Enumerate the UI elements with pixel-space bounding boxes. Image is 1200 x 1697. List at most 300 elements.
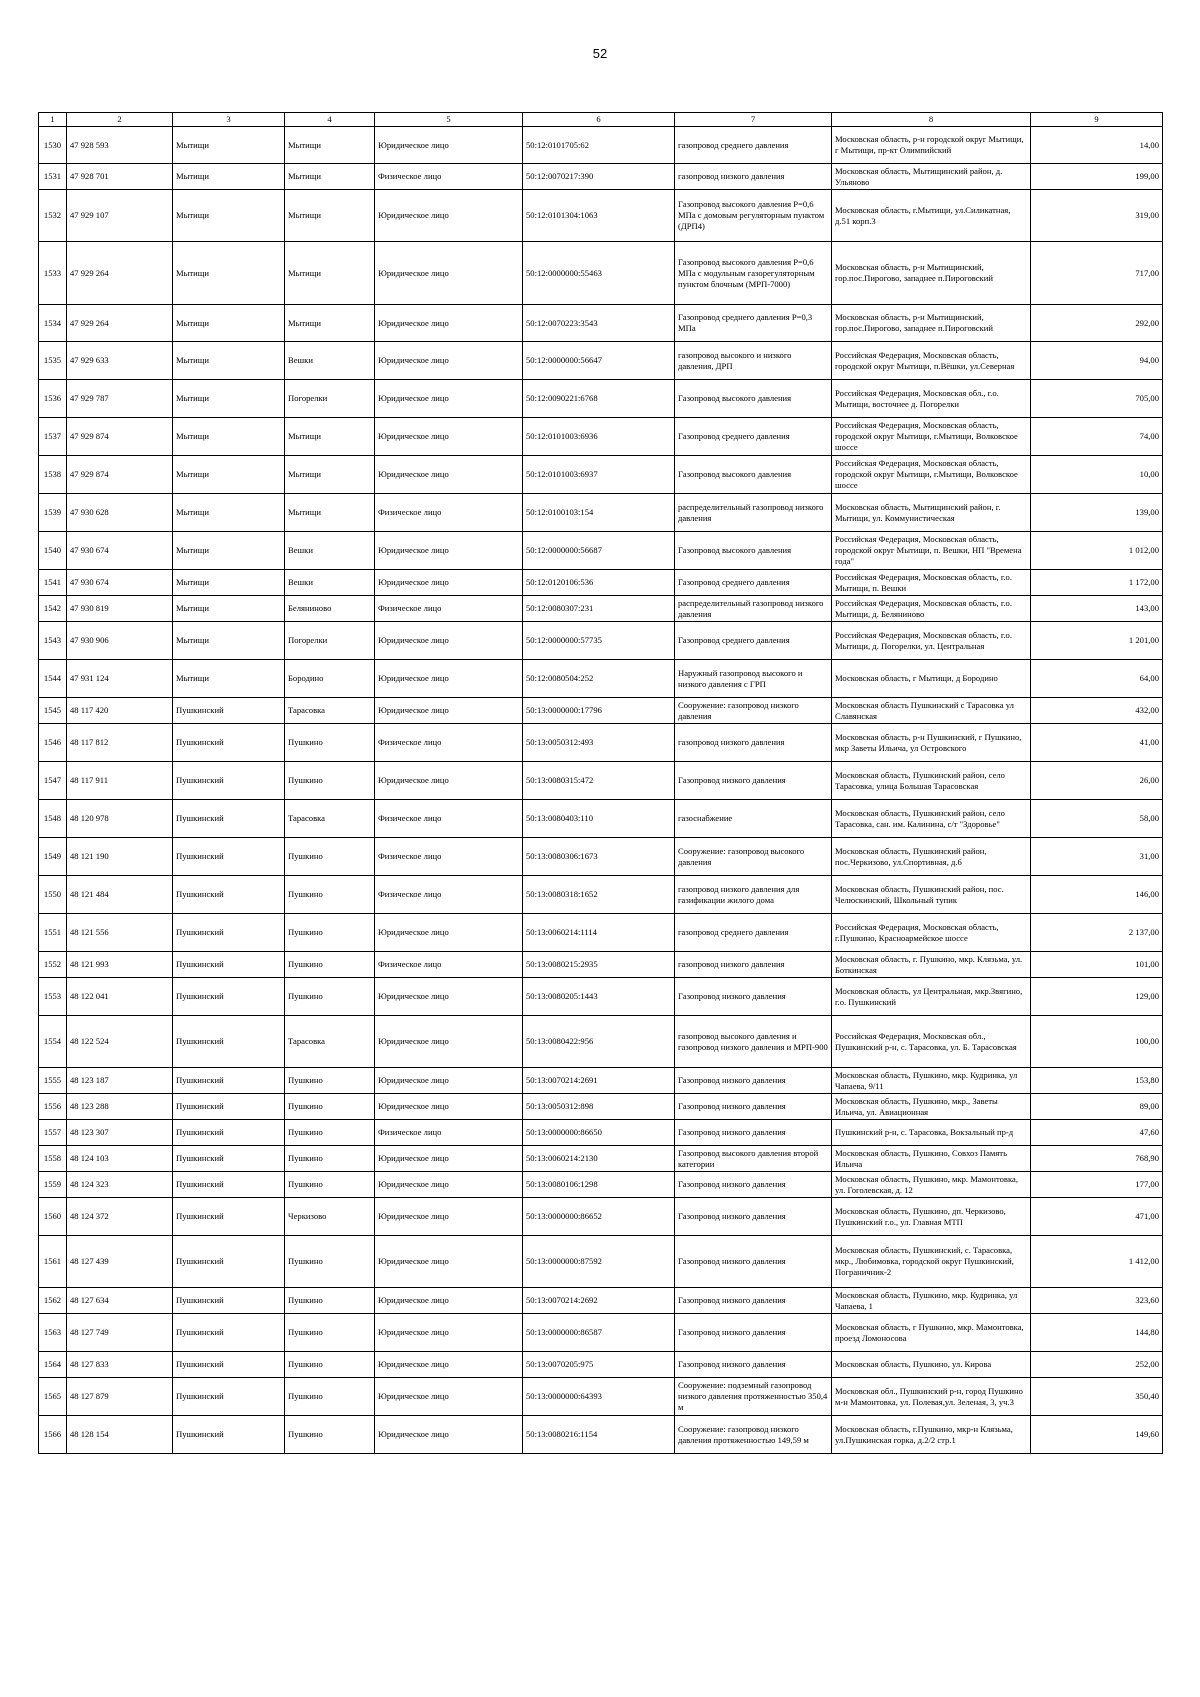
locality-cell: Погорелки: [285, 622, 375, 660]
cadastral-number-cell: 50:12:0101003:6936: [523, 418, 675, 456]
row-number: 1563: [39, 1314, 67, 1352]
row-number: 1565: [39, 1378, 67, 1416]
address-cell: Московская область, ул Центральная, мкр.Звягино, г.о. Пушкинский: [832, 978, 1031, 1016]
address-cell: Российская Федерация, Московская область, г.о. Мытищи, д. Беляниново: [832, 596, 1031, 622]
table-row: [39, 190, 1163, 242]
district-cell: Пушкинский: [173, 800, 285, 838]
address-cell: Российская Федерация, Московская область, городской округ Мытищи, г.Мытищи, Волковское шоссе: [832, 418, 1031, 456]
registry-table: [38, 112, 1163, 1454]
cadastral-number-cell: 50:12:0101304:1063: [523, 190, 675, 242]
object-name-cell: Газопровод низкого давления: [675, 1236, 832, 1288]
object-name-cell: Газопровод среднего давления: [675, 418, 832, 456]
table-row: [39, 762, 1163, 800]
length-value-cell: 74,00: [1031, 418, 1163, 456]
address-cell: Московская область, Пушкинский, с. Тарасовка, мкр., Любимовка, городской округ Пушкинский, Пограничник-2: [832, 1236, 1031, 1288]
cadastral-number-cell: 50:13:0080422:956: [523, 1016, 675, 1068]
length-value-cell: 768,90: [1031, 1146, 1163, 1172]
object-name-cell: Газопровод высокого давления Р=0,6 МПа с домовым регуляторным пунктом (ДРП4): [675, 190, 832, 242]
cadastral-number-cell: 50:13:0080318:1652: [523, 876, 675, 914]
object-name-cell: Газопровод низкого давления: [675, 1068, 832, 1094]
cadastral-number-cell: 50:12:0000000:56687: [523, 532, 675, 570]
locality-cell: Пушкино: [285, 1094, 375, 1120]
column-header: 5: [375, 113, 523, 127]
length-value-cell: 146,00: [1031, 876, 1163, 914]
code-cell: 48 120 978: [67, 800, 173, 838]
length-value-cell: 139,00: [1031, 494, 1163, 532]
code-cell: 47 929 874: [67, 418, 173, 456]
locality-cell: Пушкино: [285, 724, 375, 762]
owner-type-cell: Юридическое лицо: [375, 1352, 523, 1378]
length-value-cell: 31,00: [1031, 838, 1163, 876]
table-row: [39, 1120, 1163, 1146]
row-number: 1533: [39, 242, 67, 305]
length-value-cell: 705,00: [1031, 380, 1163, 418]
row-number: 1536: [39, 380, 67, 418]
code-cell: 48 127 634: [67, 1288, 173, 1314]
address-cell: Московская область, Пушкинский район, пос.Черкизово, ул.Спортивная, д.6: [832, 838, 1031, 876]
locality-cell: Пушкино: [285, 1236, 375, 1288]
address-cell: Московская область, Пушкино, Совхоз Память Ильича: [832, 1146, 1031, 1172]
district-cell: Пушкинский: [173, 1352, 285, 1378]
district-cell: Пушкинский: [173, 1314, 285, 1352]
locality-cell: Мытищи: [285, 494, 375, 532]
cadastral-number-cell: 50:12:0090221:6768: [523, 380, 675, 418]
locality-cell: Мытищи: [285, 418, 375, 456]
row-number: 1548: [39, 800, 67, 838]
district-cell: Мытищи: [173, 596, 285, 622]
table-row: [39, 838, 1163, 876]
locality-cell: Мытищи: [285, 190, 375, 242]
district-cell: Мытищи: [173, 622, 285, 660]
owner-type-cell: Юридическое лицо: [375, 978, 523, 1016]
owner-type-cell: Юридическое лицо: [375, 1416, 523, 1454]
length-value-cell: 1 012,00: [1031, 532, 1163, 570]
table-row: [39, 1198, 1163, 1236]
district-cell: Пушкинский: [173, 1416, 285, 1454]
owner-type-cell: Физическое лицо: [375, 800, 523, 838]
length-value-cell: 252,00: [1031, 1352, 1163, 1378]
district-cell: Мытищи: [173, 456, 285, 494]
locality-cell: Мытищи: [285, 305, 375, 342]
object-name-cell: Газопровод высокого давления второй категории: [675, 1146, 832, 1172]
object-name-cell: Газопровод среднего давления Р=0,3 МПа: [675, 305, 832, 342]
length-value-cell: 149,60: [1031, 1416, 1163, 1454]
locality-cell: Пушкино: [285, 1172, 375, 1198]
object-name-cell: Газопровод среднего давления: [675, 622, 832, 660]
code-cell: 47 930 628: [67, 494, 173, 532]
object-name-cell: газопровод среднего давления: [675, 914, 832, 952]
length-value-cell: 94,00: [1031, 342, 1163, 380]
district-cell: Пушкинский: [173, 1236, 285, 1288]
cadastral-number-cell: 50:12:0000000:57735: [523, 622, 675, 660]
length-value-cell: 153,80: [1031, 1068, 1163, 1094]
code-cell: 48 123 187: [67, 1068, 173, 1094]
address-cell: Российская Федерация, Московская обл., Пушкинский р-н, с. Тарасовка, ул. Б. Тарасовская: [832, 1016, 1031, 1068]
address-cell: Российская Федерация, Московская обл., г.о. Мытищи, восточнее д. Погорелки: [832, 380, 1031, 418]
object-name-cell: Газопровод высокого давления: [675, 532, 832, 570]
address-cell: Российская Федерация, Московская область, г.Пушкино, Красноармейское шоссе: [832, 914, 1031, 952]
owner-type-cell: Юридическое лицо: [375, 190, 523, 242]
code-cell: 48 123 288: [67, 1094, 173, 1120]
row-number: 1540: [39, 532, 67, 570]
row-number: 1555: [39, 1068, 67, 1094]
object-name-cell: Газопровод низкого давления: [675, 1314, 832, 1352]
row-number: 1545: [39, 698, 67, 724]
locality-cell: Беляниново: [285, 596, 375, 622]
code-cell: 48 122 524: [67, 1016, 173, 1068]
locality-cell: Бородино: [285, 660, 375, 698]
cadastral-number-cell: 50:12:0101003:6937: [523, 456, 675, 494]
locality-cell: Пушкино: [285, 762, 375, 800]
table-row: [39, 800, 1163, 838]
owner-type-cell: Юридическое лицо: [375, 1378, 523, 1416]
table-row: [39, 1288, 1163, 1314]
row-number: 1541: [39, 570, 67, 596]
owner-type-cell: Физическое лицо: [375, 1120, 523, 1146]
length-value-cell: 1 201,00: [1031, 622, 1163, 660]
district-cell: Пушкинский: [173, 724, 285, 762]
length-value-cell: 64,00: [1031, 660, 1163, 698]
address-cell: Московская область, р-н Мытищинский, гор.пос.Пирогово, западнее п.Пироговский: [832, 305, 1031, 342]
object-name-cell: Газопровод низкого давления: [675, 1288, 832, 1314]
row-number: 1566: [39, 1416, 67, 1454]
row-number: 1556: [39, 1094, 67, 1120]
locality-cell: Пушкино: [285, 1146, 375, 1172]
length-value-cell: 41,00: [1031, 724, 1163, 762]
locality-cell: Пушкино: [285, 1314, 375, 1352]
page-number: 52: [592, 46, 608, 61]
row-number: 1554: [39, 1016, 67, 1068]
code-cell: 48 117 911: [67, 762, 173, 800]
row-number: 1537: [39, 418, 67, 456]
table-row: [39, 978, 1163, 1016]
owner-type-cell: Юридическое лицо: [375, 762, 523, 800]
district-cell: Мытищи: [173, 570, 285, 596]
district-cell: Мытищи: [173, 660, 285, 698]
owner-type-cell: Физическое лицо: [375, 838, 523, 876]
table-row: [39, 1068, 1163, 1094]
code-cell: 47 929 264: [67, 242, 173, 305]
locality-cell: Пушкино: [285, 876, 375, 914]
cadastral-number-cell: 50:12:0100103:154: [523, 494, 675, 532]
district-cell: Пушкинский: [173, 1378, 285, 1416]
code-cell: 47 929 107: [67, 190, 173, 242]
address-cell: Российская Федерация, Московская область, городской округ Мытищи, п. Вешки, НП "Времена года": [832, 532, 1031, 570]
address-cell: Московская обл., Пушкинский р-н, город Пушкино м-н Мамонтовка, ул. Полевая,ул. Зеленая, 3, уч.3: [832, 1378, 1031, 1416]
district-cell: Пушкинский: [173, 876, 285, 914]
address-cell: Московская область, Пушкино, ул. Кирова: [832, 1352, 1031, 1378]
object-name-cell: Наружный газопровод высокого и низкого давления с ГРП: [675, 660, 832, 698]
row-number: 1559: [39, 1172, 67, 1198]
cadastral-number-cell: 50:13:0080216:1154: [523, 1416, 675, 1454]
length-value-cell: 1 172,00: [1031, 570, 1163, 596]
locality-cell: Тарасовка: [285, 698, 375, 724]
code-cell: 47 928 701: [67, 164, 173, 190]
code-cell: 48 122 041: [67, 978, 173, 1016]
locality-cell: Вешки: [285, 532, 375, 570]
table-row: [39, 242, 1163, 305]
object-name-cell: газопровод высокого давления и газопровод низкого давления и МРП-900: [675, 1016, 832, 1068]
table-row: [39, 1094, 1163, 1120]
length-value-cell: 14,00: [1031, 127, 1163, 164]
object-name-cell: распределительный газопровод низкого давления: [675, 494, 832, 532]
table-row: [39, 622, 1163, 660]
owner-type-cell: Юридическое лицо: [375, 1288, 523, 1314]
district-cell: Мытищи: [173, 190, 285, 242]
cadastral-number-cell: 50:13:0060214:2130: [523, 1146, 675, 1172]
table-row: [39, 952, 1163, 978]
address-cell: Московская область, р-н Пушкинский, г Пушкино, мкр Заветы Ильича, ул Островского: [832, 724, 1031, 762]
cadastral-number-cell: 50:13:0080205:1443: [523, 978, 675, 1016]
locality-cell: Пушкино: [285, 1120, 375, 1146]
address-cell: Российская Федерация, Московская область, городской округ Мытищи, п.Вёшки, ул.Северная: [832, 342, 1031, 380]
code-cell: 47 929 633: [67, 342, 173, 380]
cadastral-number-cell: 50:13:0080106:1298: [523, 1172, 675, 1198]
cadastral-number-cell: 50:13:0050312:493: [523, 724, 675, 762]
owner-type-cell: Юридическое лицо: [375, 1198, 523, 1236]
owner-type-cell: Юридическое лицо: [375, 660, 523, 698]
header-row: [39, 113, 1163, 127]
district-cell: Мытищи: [173, 127, 285, 164]
district-cell: Пушкинский: [173, 838, 285, 876]
object-name-cell: Газопровод высокого давления: [675, 456, 832, 494]
locality-cell: Пушкино: [285, 914, 375, 952]
length-value-cell: 1 412,00: [1031, 1236, 1163, 1288]
object-name-cell: Сооружение: газопровод низкого давления протяженностью 149,59 м: [675, 1416, 832, 1454]
row-number: 1534: [39, 305, 67, 342]
object-name-cell: Сооружение: подземный газопровод низкого давления протяженностью 350,4 м: [675, 1378, 832, 1416]
code-cell: 47 929 264: [67, 305, 173, 342]
table-row: [39, 1236, 1163, 1288]
district-cell: Мытищи: [173, 342, 285, 380]
owner-type-cell: Юридическое лицо: [375, 570, 523, 596]
table-row: [39, 127, 1163, 164]
length-value-cell: 350,40: [1031, 1378, 1163, 1416]
column-header: 6: [523, 113, 675, 127]
table-row: [39, 570, 1163, 596]
object-name-cell: газоснабжение: [675, 800, 832, 838]
object-name-cell: газопровод низкого давления: [675, 164, 832, 190]
row-number: 1535: [39, 342, 67, 380]
owner-type-cell: Юридическое лицо: [375, 1172, 523, 1198]
address-cell: Московская область, Пушкино, мкр. Мамонтовка, ул. Гоголевская, д. 12: [832, 1172, 1031, 1198]
code-cell: 48 127 439: [67, 1236, 173, 1288]
district-cell: Пушкинский: [173, 762, 285, 800]
object-name-cell: Газопровод низкого давления: [675, 978, 832, 1016]
owner-type-cell: Юридическое лицо: [375, 305, 523, 342]
cadastral-number-cell: 50:13:0000000:17796: [523, 698, 675, 724]
row-number: 1546: [39, 724, 67, 762]
code-cell: 47 930 674: [67, 532, 173, 570]
object-name-cell: Газопровод низкого давления: [675, 1352, 832, 1378]
row-number: 1561: [39, 1236, 67, 1288]
table-row: [39, 1016, 1163, 1068]
object-name-cell: газопровод низкого давления: [675, 952, 832, 978]
cadastral-number-cell: 50:12:0070223:3543: [523, 305, 675, 342]
row-number: 1544: [39, 660, 67, 698]
table-row: [39, 456, 1163, 494]
row-number: 1549: [39, 838, 67, 876]
code-cell: 48 127 879: [67, 1378, 173, 1416]
cadastral-number-cell: 50:13:0000000:86652: [523, 1198, 675, 1236]
object-name-cell: Сооружение: газопровод высокого давления: [675, 838, 832, 876]
address-cell: Московская область, р-н городской округ Мытищи, г Мытищи, пр-кт Олимпийский: [832, 127, 1031, 164]
row-number: 1543: [39, 622, 67, 660]
table-row: [39, 305, 1163, 342]
owner-type-cell: Физическое лицо: [375, 596, 523, 622]
owner-type-cell: Юридическое лицо: [375, 698, 523, 724]
locality-cell: Пушкино: [285, 1288, 375, 1314]
row-number: 1558: [39, 1146, 67, 1172]
table-row: [39, 1146, 1163, 1172]
code-cell: 48 124 103: [67, 1146, 173, 1172]
address-cell: Московская область, Пушкино, мкр. Кудринка, ул Чапаева, 1: [832, 1288, 1031, 1314]
row-number: 1532: [39, 190, 67, 242]
table-row: [39, 1416, 1163, 1454]
object-name-cell: Газопровод низкого давления: [675, 1094, 832, 1120]
district-cell: Мытищи: [173, 494, 285, 532]
code-cell: 48 127 833: [67, 1352, 173, 1378]
length-value-cell: 89,00: [1031, 1094, 1163, 1120]
locality-cell: Пушкино: [285, 1416, 375, 1454]
district-cell: Пушкинский: [173, 1094, 285, 1120]
table-body: [39, 127, 1163, 1454]
row-number: 1557: [39, 1120, 67, 1146]
code-cell: 48 121 190: [67, 838, 173, 876]
table-row: [39, 914, 1163, 952]
district-cell: Пушкинский: [173, 914, 285, 952]
code-cell: 48 127 749: [67, 1314, 173, 1352]
locality-cell: Пушкино: [285, 838, 375, 876]
owner-type-cell: Юридическое лицо: [375, 622, 523, 660]
length-value-cell: 199,00: [1031, 164, 1163, 190]
district-cell: Пушкинский: [173, 952, 285, 978]
row-number: 1560: [39, 1198, 67, 1236]
district-cell: Мытищи: [173, 164, 285, 190]
owner-type-cell: Юридическое лицо: [375, 1236, 523, 1288]
locality-cell: Пушкино: [285, 1352, 375, 1378]
owner-type-cell: Физическое лицо: [375, 876, 523, 914]
locality-cell: Мытищи: [285, 456, 375, 494]
table-row: [39, 494, 1163, 532]
length-value-cell: 47,60: [1031, 1120, 1163, 1146]
locality-cell: Мытищи: [285, 164, 375, 190]
object-name-cell: Газопровод высокого давления: [675, 380, 832, 418]
cadastral-number-cell: 50:12:0101705:62: [523, 127, 675, 164]
cadastral-number-cell: 50:13:0060214:1114: [523, 914, 675, 952]
address-cell: Московская область, Мытищинский район, г. Мытищи, ул. Коммунистическая: [832, 494, 1031, 532]
row-number: 1550: [39, 876, 67, 914]
cadastral-number-cell: 50:13:0070214:2691: [523, 1068, 675, 1094]
object-name-cell: Газопровод низкого давления: [675, 762, 832, 800]
row-number: 1553: [39, 978, 67, 1016]
owner-type-cell: Юридическое лицо: [375, 380, 523, 418]
object-name-cell: распределительный газопровод низкого давления: [675, 596, 832, 622]
column-header: 1: [39, 113, 67, 127]
district-cell: Мытищи: [173, 305, 285, 342]
owner-type-cell: Физическое лицо: [375, 724, 523, 762]
length-value-cell: 58,00: [1031, 800, 1163, 838]
length-value-cell: 144,80: [1031, 1314, 1163, 1352]
district-cell: Пушкинский: [173, 978, 285, 1016]
table-row: [39, 1378, 1163, 1416]
district-cell: Мытищи: [173, 418, 285, 456]
row-number: 1531: [39, 164, 67, 190]
object-name-cell: Газопровод высокого давления Р=0,6 МПа с модульным газорегуляторным пунктом блочным (МРП-7000): [675, 242, 832, 305]
locality-cell: Тарасовка: [285, 800, 375, 838]
address-cell: Московская область, г Пушкино, мкр. Мамонтовка, проезд Ломоносова: [832, 1314, 1031, 1352]
locality-cell: Мытищи: [285, 127, 375, 164]
address-cell: Московская область, Пушкинский район, село Тарасовка, сан. им. Калинина, с/т "Здоровье": [832, 800, 1031, 838]
table-row: [39, 1352, 1163, 1378]
table-row: [39, 596, 1163, 622]
table-row: [39, 1172, 1163, 1198]
table-row: [39, 380, 1163, 418]
cadastral-number-cell: 50:12:0080307:231: [523, 596, 675, 622]
row-number: 1530: [39, 127, 67, 164]
cadastral-number-cell: 50:13:0000000:86650: [523, 1120, 675, 1146]
table-row: [39, 532, 1163, 570]
length-value-cell: 323,60: [1031, 1288, 1163, 1314]
length-value-cell: 177,00: [1031, 1172, 1163, 1198]
code-cell: 47 929 787: [67, 380, 173, 418]
code-cell: 48 124 372: [67, 1198, 173, 1236]
table-row: [39, 660, 1163, 698]
district-cell: Пушкинский: [173, 1172, 285, 1198]
district-cell: Пушкинский: [173, 1288, 285, 1314]
cadastral-number-cell: 50:13:0080403:110: [523, 800, 675, 838]
table-row: [39, 876, 1163, 914]
cadastral-number-cell: 50:13:0070214:2692: [523, 1288, 675, 1314]
owner-type-cell: Юридическое лицо: [375, 914, 523, 952]
column-header: 8: [832, 113, 1031, 127]
object-name-cell: газопровод низкого давления: [675, 724, 832, 762]
column-header: 2: [67, 113, 173, 127]
table-row: [39, 698, 1163, 724]
district-cell: Мытищи: [173, 242, 285, 305]
code-cell: 48 121 484: [67, 876, 173, 914]
code-cell: 47 929 874: [67, 456, 173, 494]
address-cell: Московская область, р-н Мытищинский, гор.пос.Пирогово, западнее п.Пироговский: [832, 242, 1031, 305]
address-cell: Московская область, Пушкино, мкр. Кудринка, ул Чапаева, 9/11: [832, 1068, 1031, 1094]
length-value-cell: 143,00: [1031, 596, 1163, 622]
address-cell: Пушкинский р-н, с. Тарасовка, Вокзальный пр-д: [832, 1120, 1031, 1146]
length-value-cell: 292,00: [1031, 305, 1163, 342]
length-value-cell: 10,00: [1031, 456, 1163, 494]
length-value-cell: 432,00: [1031, 698, 1163, 724]
district-cell: Пушкинский: [173, 698, 285, 724]
column-header: 7: [675, 113, 832, 127]
locality-cell: Тарасовка: [285, 1016, 375, 1068]
cadastral-number-cell: 50:12:0000000:55463: [523, 242, 675, 305]
address-cell: Московская область, г.Мытищи, ул.Силикатная, д.51 корп.3: [832, 190, 1031, 242]
object-name-cell: Газопровод низкого давления: [675, 1120, 832, 1146]
locality-cell: Пушкино: [285, 952, 375, 978]
table-row: [39, 418, 1163, 456]
code-cell: 48 124 323: [67, 1172, 173, 1198]
cadastral-number-cell: 50:13:0000000:86587: [523, 1314, 675, 1352]
locality-cell: Погорелки: [285, 380, 375, 418]
address-cell: Московская область Пушкинский с Тарасовка ул Славянская: [832, 698, 1031, 724]
code-cell: 47 931 124: [67, 660, 173, 698]
length-value-cell: 471,00: [1031, 1198, 1163, 1236]
address-cell: Российская Федерация, Московская область, городской округ Мытищи, г.Мытищи, Волковское шоссе: [832, 456, 1031, 494]
length-value-cell: 717,00: [1031, 242, 1163, 305]
code-cell: 47 930 906: [67, 622, 173, 660]
code-cell: 47 930 819: [67, 596, 173, 622]
code-cell: 48 128 154: [67, 1416, 173, 1454]
address-cell: Московская область, г.Пушкино, мкр-н Клязьма, ул.Пушкинская горка, д.2/2 стр.1: [832, 1416, 1031, 1454]
